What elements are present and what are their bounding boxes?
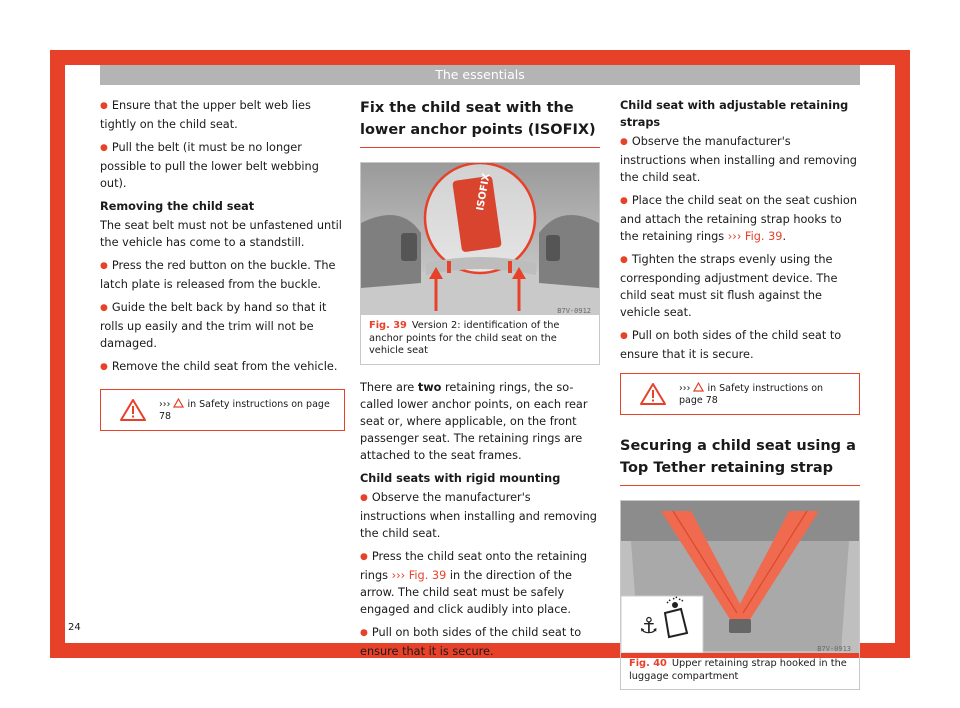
figure-40 <box>620 500 860 690</box>
safety-instructions-link[interactable]: in Safety instructions on page 78 <box>159 399 330 422</box>
section-header: The essentials <box>100 65 860 85</box>
rigid-heading: Child seats with rigid mounting <box>360 471 561 485</box>
text-span: . <box>782 230 787 243</box>
isofix-seat-image <box>361 163 599 315</box>
list-item: ● Remove the child seat from the vehicle. <box>100 358 345 377</box>
text-span: There are <box>360 380 418 394</box>
section-heading: Fix the child seat with the lower anchor points (ISOFIX) <box>360 97 600 148</box>
removing-text: The seat belt must not be unfastened until the vehicle has come to a standstill. <box>100 219 342 249</box>
text-span: Press the child seat onto the retaining rings <box>360 549 588 582</box>
list-item: ● Ensure that the upper belt web lies tightly on the child seat. <box>100 97 345 133</box>
list-item: ● Observe the manufacturer's instructions when installing and removing the child seat. <box>620 133 860 186</box>
middle-column <box>360 97 600 666</box>
top-tether-image <box>621 501 859 653</box>
image-code: B7V-0913 <box>817 645 851 653</box>
list-item: ● Observe the manufacturer's instructions when installing and removing the child seat. <box>360 489 600 542</box>
list-item: ● Press the red button on the buckle. The latch plate is released from the buckle. <box>100 257 345 293</box>
image-code: B7V-0912 <box>557 307 591 315</box>
xref-arrows: ››› <box>159 399 171 410</box>
list-item: ● Tighten the straps evenly using the corresponding adjustment device. The child seat must sit flush against the vehicle seat. <box>620 251 860 321</box>
removing-heading: Removing the child seat <box>100 200 255 213</box>
text-span: in the direction of the arrow. The child seat must be safely engaged and click audibly into place. <box>360 568 573 616</box>
section-heading: Securing a child seat using a Top Tether retaining strap <box>620 435 860 486</box>
figure-caption <box>361 315 599 364</box>
xref-arrows: ››› <box>679 383 691 394</box>
warning-box <box>620 373 860 415</box>
isofix-label: ISOFIX <box>475 172 493 212</box>
fig-39-link[interactable]: ››› Fig. 39 <box>727 230 783 243</box>
text-span: Place the child seat on the seat cushion and attach the retaining strap hooks to the retaining rings <box>620 194 858 243</box>
list-item: ● Pull on both sides of the child seat to ensure that it is secure. <box>620 327 860 363</box>
left-column <box>100 97 345 431</box>
text-span: retaining rings, the so-called lower anchor points, on each rear seat or, where applicable, on the front passenger seat. The retaining rings are attached to the seat frames. <box>360 380 588 462</box>
warning-small-icon <box>693 382 704 392</box>
figure-caption-text: Upper retaining strap hooked in the luggage compartment <box>629 658 847 682</box>
safety-instructions-link[interactable]: in Safety instructions on page 78 <box>679 383 824 406</box>
warning-text <box>159 398 339 423</box>
fig-39-link[interactable]: ››› Fig. 39 <box>391 568 447 582</box>
warning-text <box>679 382 849 407</box>
page-number: 24 <box>68 622 81 633</box>
right-column <box>620 97 860 690</box>
warning-box <box>100 389 345 431</box>
list-item: ● Guide the belt back by hand so that it rolls up easily and the trim will not be damaged. <box>100 299 345 352</box>
warning-icon <box>639 382 667 406</box>
figure-caption-text: Version 2: identification of the anchor points for the child seat on the vehicle seat <box>369 320 560 356</box>
list-item: ● Pull on both sides of the child seat to ensure that it is secure. <box>360 624 600 660</box>
warning-icon <box>119 398 147 422</box>
warning-small-icon <box>173 398 184 408</box>
figure-caption <box>621 653 859 689</box>
list-item: ● Pull the belt (it must be no longer possible to pull the lower belt webbing out). <box>100 139 345 192</box>
list-item <box>620 192 860 245</box>
anchor-icon: ⚓ <box>639 614 659 639</box>
figure-39 <box>360 162 600 365</box>
intro-paragraph <box>360 379 600 464</box>
figure-number: Fig. 40 <box>629 658 667 669</box>
list-item <box>360 548 600 618</box>
figure-number: Fig. 39 <box>369 320 407 331</box>
adjustable-heading: Child seat with adjustable retaining straps <box>620 99 849 129</box>
emphasis: two <box>417 380 442 394</box>
